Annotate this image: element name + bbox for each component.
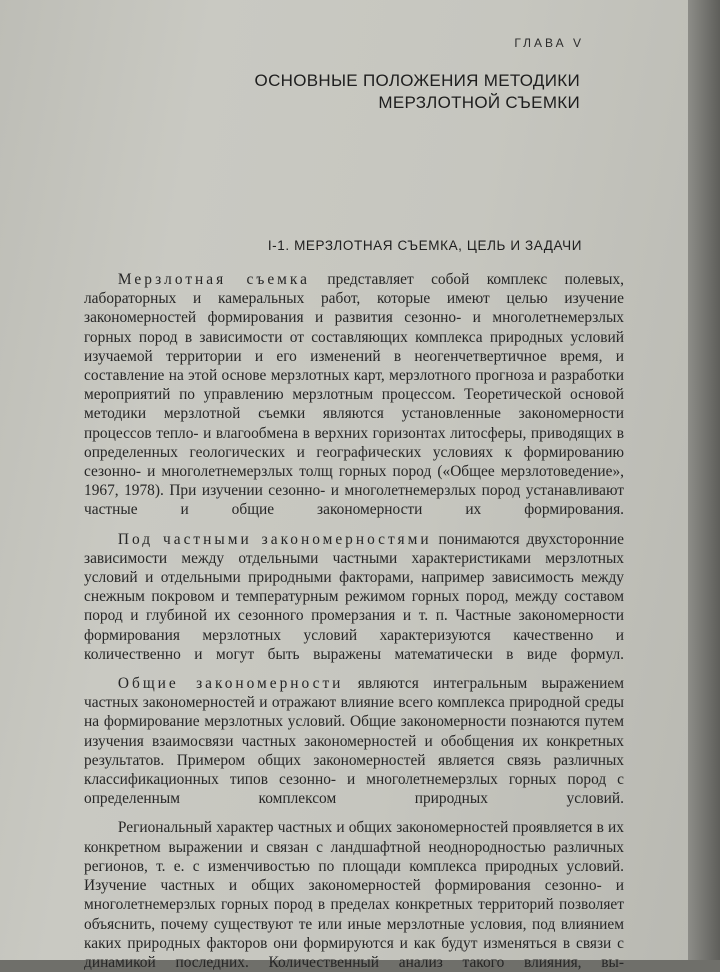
page-edge [688,0,720,960]
section-heading: I-1. МЕРЗЛОТНАЯ СЪЕМКА, ЦЕЛЬ И ЗАДАЧИ [267,238,582,253]
chapter-title-line-1: ОСНОВНЫЕ ПОЛОЖЕНИЯ МЕТОДИКИ [254,71,580,90]
chapter-title-line-2: МЕРЗЛОТНОЙ СЪЕМКИ [378,93,580,112]
body-text [84,270,624,972]
paragraph-1-lead: Мерзлотная съемка [117,271,310,288]
paragraph-1-text: представляет собой комплекс полевых, лабораторных и камеральных работ, которые имеют целью изучение закономерностей формирования и развития сезонно- и многолетнемерзлых горных пород в зависимости от составляющих комплекса природных условий изучаемой территории и его изменений в неогенчетвертичное время, и составление на этой основе мерзлотных карт, мерзлотного прогноза и разработки мероприятий по управлению мерзлотным процессом. Теоретической основой методики мерзлотной съемки являются установленные закономерности процессов тепло- и влагообмена в верхних горизонтах литосферы, приводящих в определенных геологических и географических условиях к формированию сезонно- и многолетнемерзлых толщ горных пород («Общее мерзлотоведение», 1967, 1978). При изучении сезонно- и многолетнемерзлых пород устанавливают частные и общие закономерности их формирования. [84,271,624,519]
paragraph-2-text: понимаются двухсторонние зависимости между отдельными частными характеристиками мерзлотных условий и отдельными природными факторами, например зависимость между снежным покровом и температурным режимом горных пород, между составом пород и глубиной их сезонного промерзания и т. п. Частные закономерности формирования мерзлотных условий характеризуются качественно и количественно и могут быть выражены математически в виде формул. [84,530,624,663]
paragraph-3 [84,674,624,808]
paragraph-4-text: Региональный характер частных и общих закономерностей проявляется в их конкретном выражении и связан с ландшафтной неоднородностью различных регионов, т. е. с изменчивостью по площади комплекса природных условий. Изучение частных и общих закономерностей формирования сезонно- и многолетнемерзлых горных пород в пределах конкретных территорий позволяет объяснить, почему существуют те или иные мерзлотные условия, под влиянием каких природных факторов они формируются и как будут изменяться в связи с динамикой последних. Количественный анализ такого влияния, вы- [84,819,624,971]
paragraph-1 [84,270,624,520]
paragraph-3-lead: Общие закономерности [117,675,344,693]
paragraph-4 [84,818,624,972]
chapter-label: ГЛАВА V [514,36,584,50]
paragraph-2 [84,530,624,664]
paragraph-3-text: являются интегральным выражением частных закономерностей и отражают влияние всего комплекса природной среды на формирование мерзлотных условий. Общие закономерности познаются путем изучения взаимосвязи частных закономерностей и обобщения их конкретных результатов. Примером общих закономерностей является связь различных классификационных типов сезонно- и многолетнемерзлых горных пород с определенным комплексом природных условий. [84,675,624,808]
paragraph-2-lead: Под частными закономерностями [117,530,432,548]
chapter-title [255,70,580,114]
